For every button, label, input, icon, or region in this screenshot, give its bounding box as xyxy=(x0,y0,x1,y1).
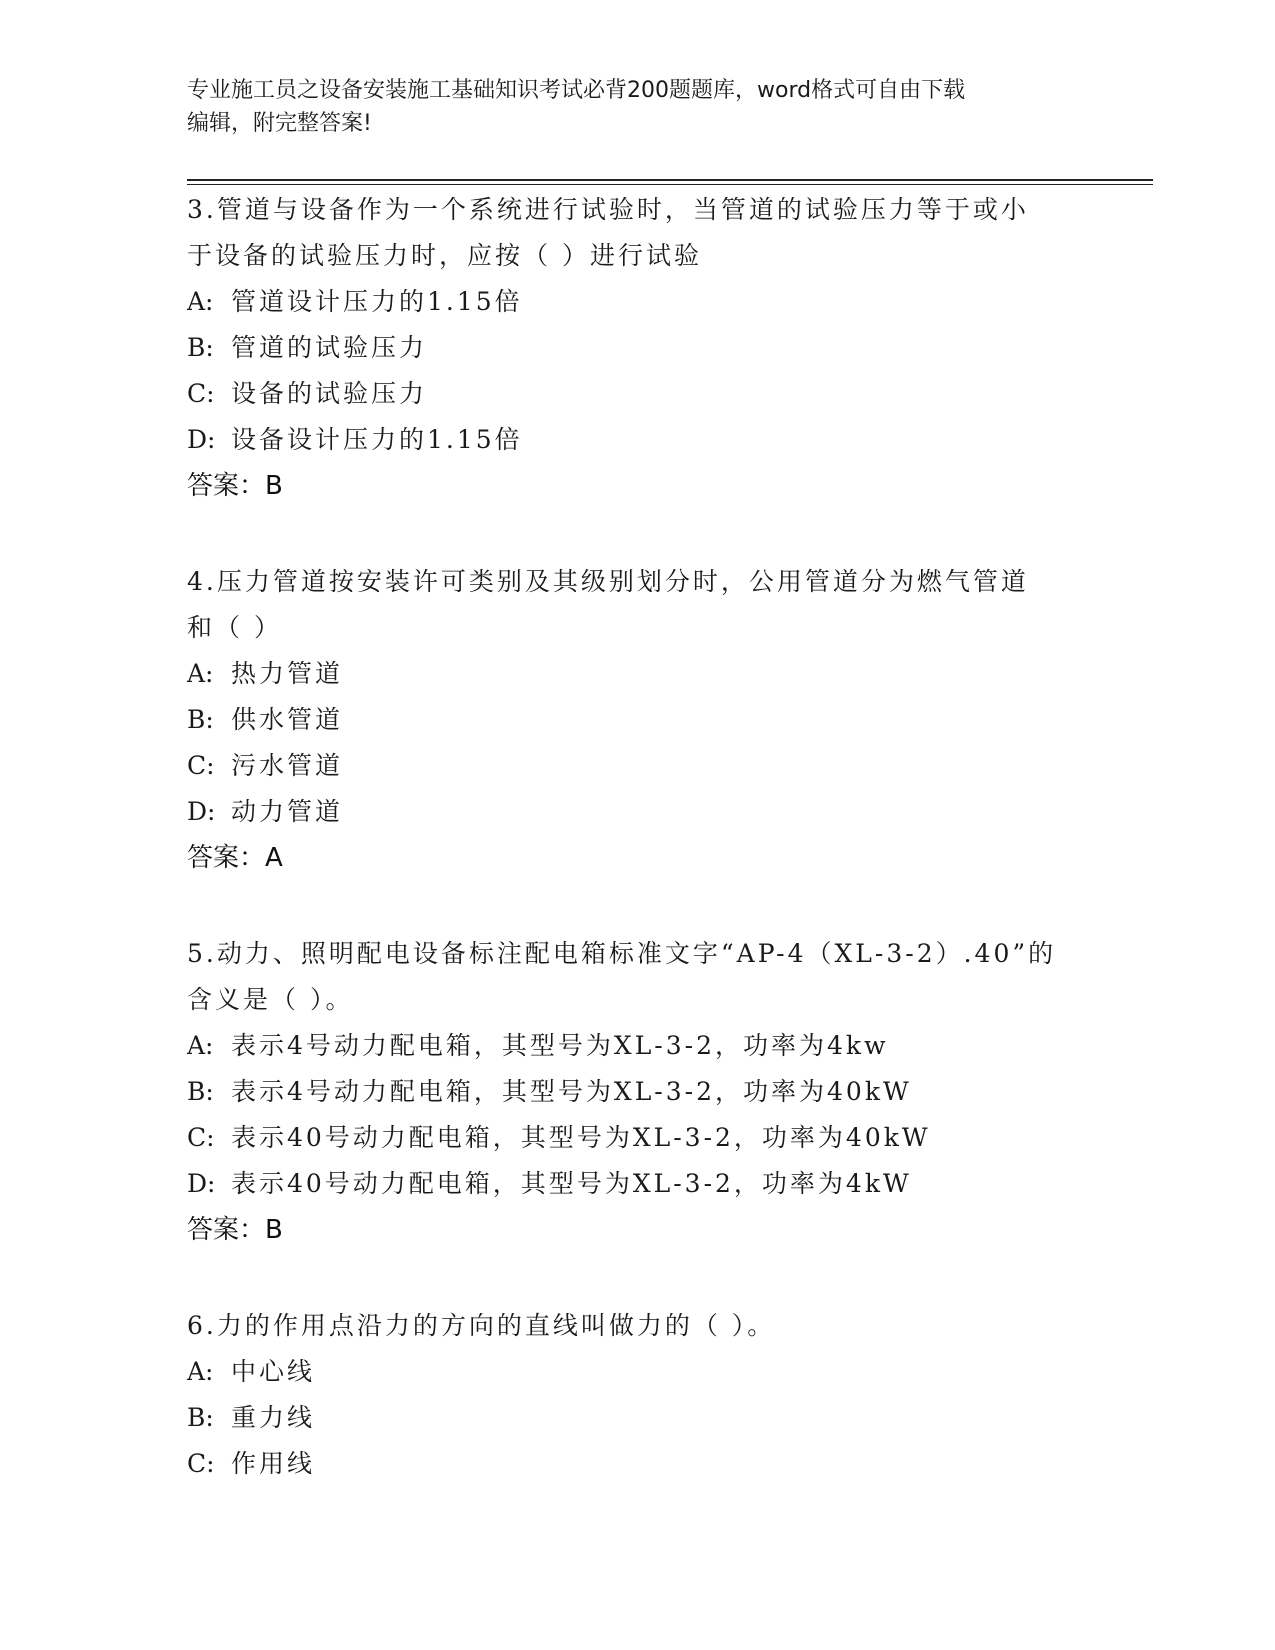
option-d xyxy=(187,789,1087,835)
question-text-line: 6.力的作用点沿力的方向的直线叫做力的（ ）。 xyxy=(187,1311,776,1340)
question-text-line: 4.压力管道按安装许可类别及其级别划分时，公用管道分为燃气管道 xyxy=(187,567,1029,596)
option-text: 热力管道 xyxy=(231,659,344,688)
option-key: D: xyxy=(187,1169,216,1198)
question-text-line: 3.管道与设备作为一个系统进行试验时，当管道的试验压力等于或小 xyxy=(187,195,1029,224)
document-header xyxy=(187,74,1087,140)
option-c xyxy=(187,1441,1087,1487)
option-key: A: xyxy=(187,1357,214,1386)
option-key: C: xyxy=(187,1449,215,1478)
answer-label: 答案： xyxy=(187,471,266,501)
option-text: 表示4号动力配电箱，其型号为XL-3-2，功率为40kW xyxy=(231,1077,912,1106)
option-c xyxy=(187,743,1087,789)
question-text-line: 5.动力、照明配电设备标注配电箱标准文字“AP-4（XL-3-2）.40”的 xyxy=(187,939,1057,968)
option-key: C: xyxy=(187,1123,215,1152)
option-text: 动力管道 xyxy=(231,797,344,826)
header-rule-thick xyxy=(187,179,1153,181)
question-text-line: 和（ ） xyxy=(187,613,282,642)
header-rule-thin xyxy=(187,184,1153,185)
answer-line xyxy=(187,1207,1087,1253)
option-text: 设备的试验压力 xyxy=(231,379,428,408)
question-text-line: 于设备的试验压力时，应按（ ）进行试验 xyxy=(187,241,702,270)
option-a xyxy=(187,1349,1087,1395)
question-6 xyxy=(187,1303,1087,1487)
option-text: 中心线 xyxy=(231,1357,316,1386)
option-text: 表示40号动力配电箱，其型号为XL-3-2，功率为40kW xyxy=(231,1123,931,1152)
option-key: A: xyxy=(187,1031,214,1060)
option-b xyxy=(187,325,1087,371)
option-a xyxy=(187,279,1087,325)
answer-label: 答案： xyxy=(187,1215,266,1245)
header-line-2: 编辑，附完整答案! xyxy=(187,111,372,136)
option-b xyxy=(187,1395,1087,1441)
option-text: 表示40号动力配电箱，其型号为XL-3-2，功率为4kW xyxy=(231,1169,912,1198)
option-c xyxy=(187,371,1087,417)
question-3 xyxy=(187,187,1087,509)
answer-value: B xyxy=(265,471,283,501)
option-text: 重力线 xyxy=(231,1403,316,1432)
option-c xyxy=(187,1115,1087,1161)
option-key: D: xyxy=(187,425,216,454)
question-5 xyxy=(187,931,1087,1253)
header-line-1: 专业施工员之设备安装施工基础知识考试必背200题题库，word格式可自由下载 xyxy=(187,78,966,103)
option-text: 供水管道 xyxy=(231,705,344,734)
option-text: 表示4号动力配电箱，其型号为XL-3-2，功率为4kw xyxy=(231,1031,889,1060)
option-text: 管道设计压力的1.15倍 xyxy=(231,287,523,316)
question-text-line: 含义是（ ）。 xyxy=(187,985,354,1014)
answer-line xyxy=(187,463,1087,509)
option-key: C: xyxy=(187,751,215,780)
option-text: 污水管道 xyxy=(231,751,344,780)
answer-value: B xyxy=(265,1215,283,1245)
option-key: B: xyxy=(187,705,214,734)
option-text: 管道的试验压力 xyxy=(231,333,428,362)
question-list xyxy=(187,187,1087,1537)
question-4 xyxy=(187,559,1087,881)
option-d xyxy=(187,1161,1087,1207)
option-key: C: xyxy=(187,379,215,408)
option-key: D: xyxy=(187,797,216,826)
option-text: 作用线 xyxy=(231,1449,316,1478)
answer-line xyxy=(187,835,1087,881)
option-b xyxy=(187,1069,1087,1115)
option-a xyxy=(187,651,1087,697)
option-key: B: xyxy=(187,1403,214,1432)
option-text: 设备设计压力的1.15倍 xyxy=(231,425,523,454)
option-key: B: xyxy=(187,333,214,362)
option-d xyxy=(187,417,1087,463)
option-key: A: xyxy=(187,287,214,316)
answer-label: 答案： xyxy=(187,843,266,873)
option-key: A: xyxy=(187,659,214,688)
answer-value: A xyxy=(265,843,283,873)
option-b xyxy=(187,697,1087,743)
option-a xyxy=(187,1023,1087,1069)
option-key: B: xyxy=(187,1077,214,1106)
